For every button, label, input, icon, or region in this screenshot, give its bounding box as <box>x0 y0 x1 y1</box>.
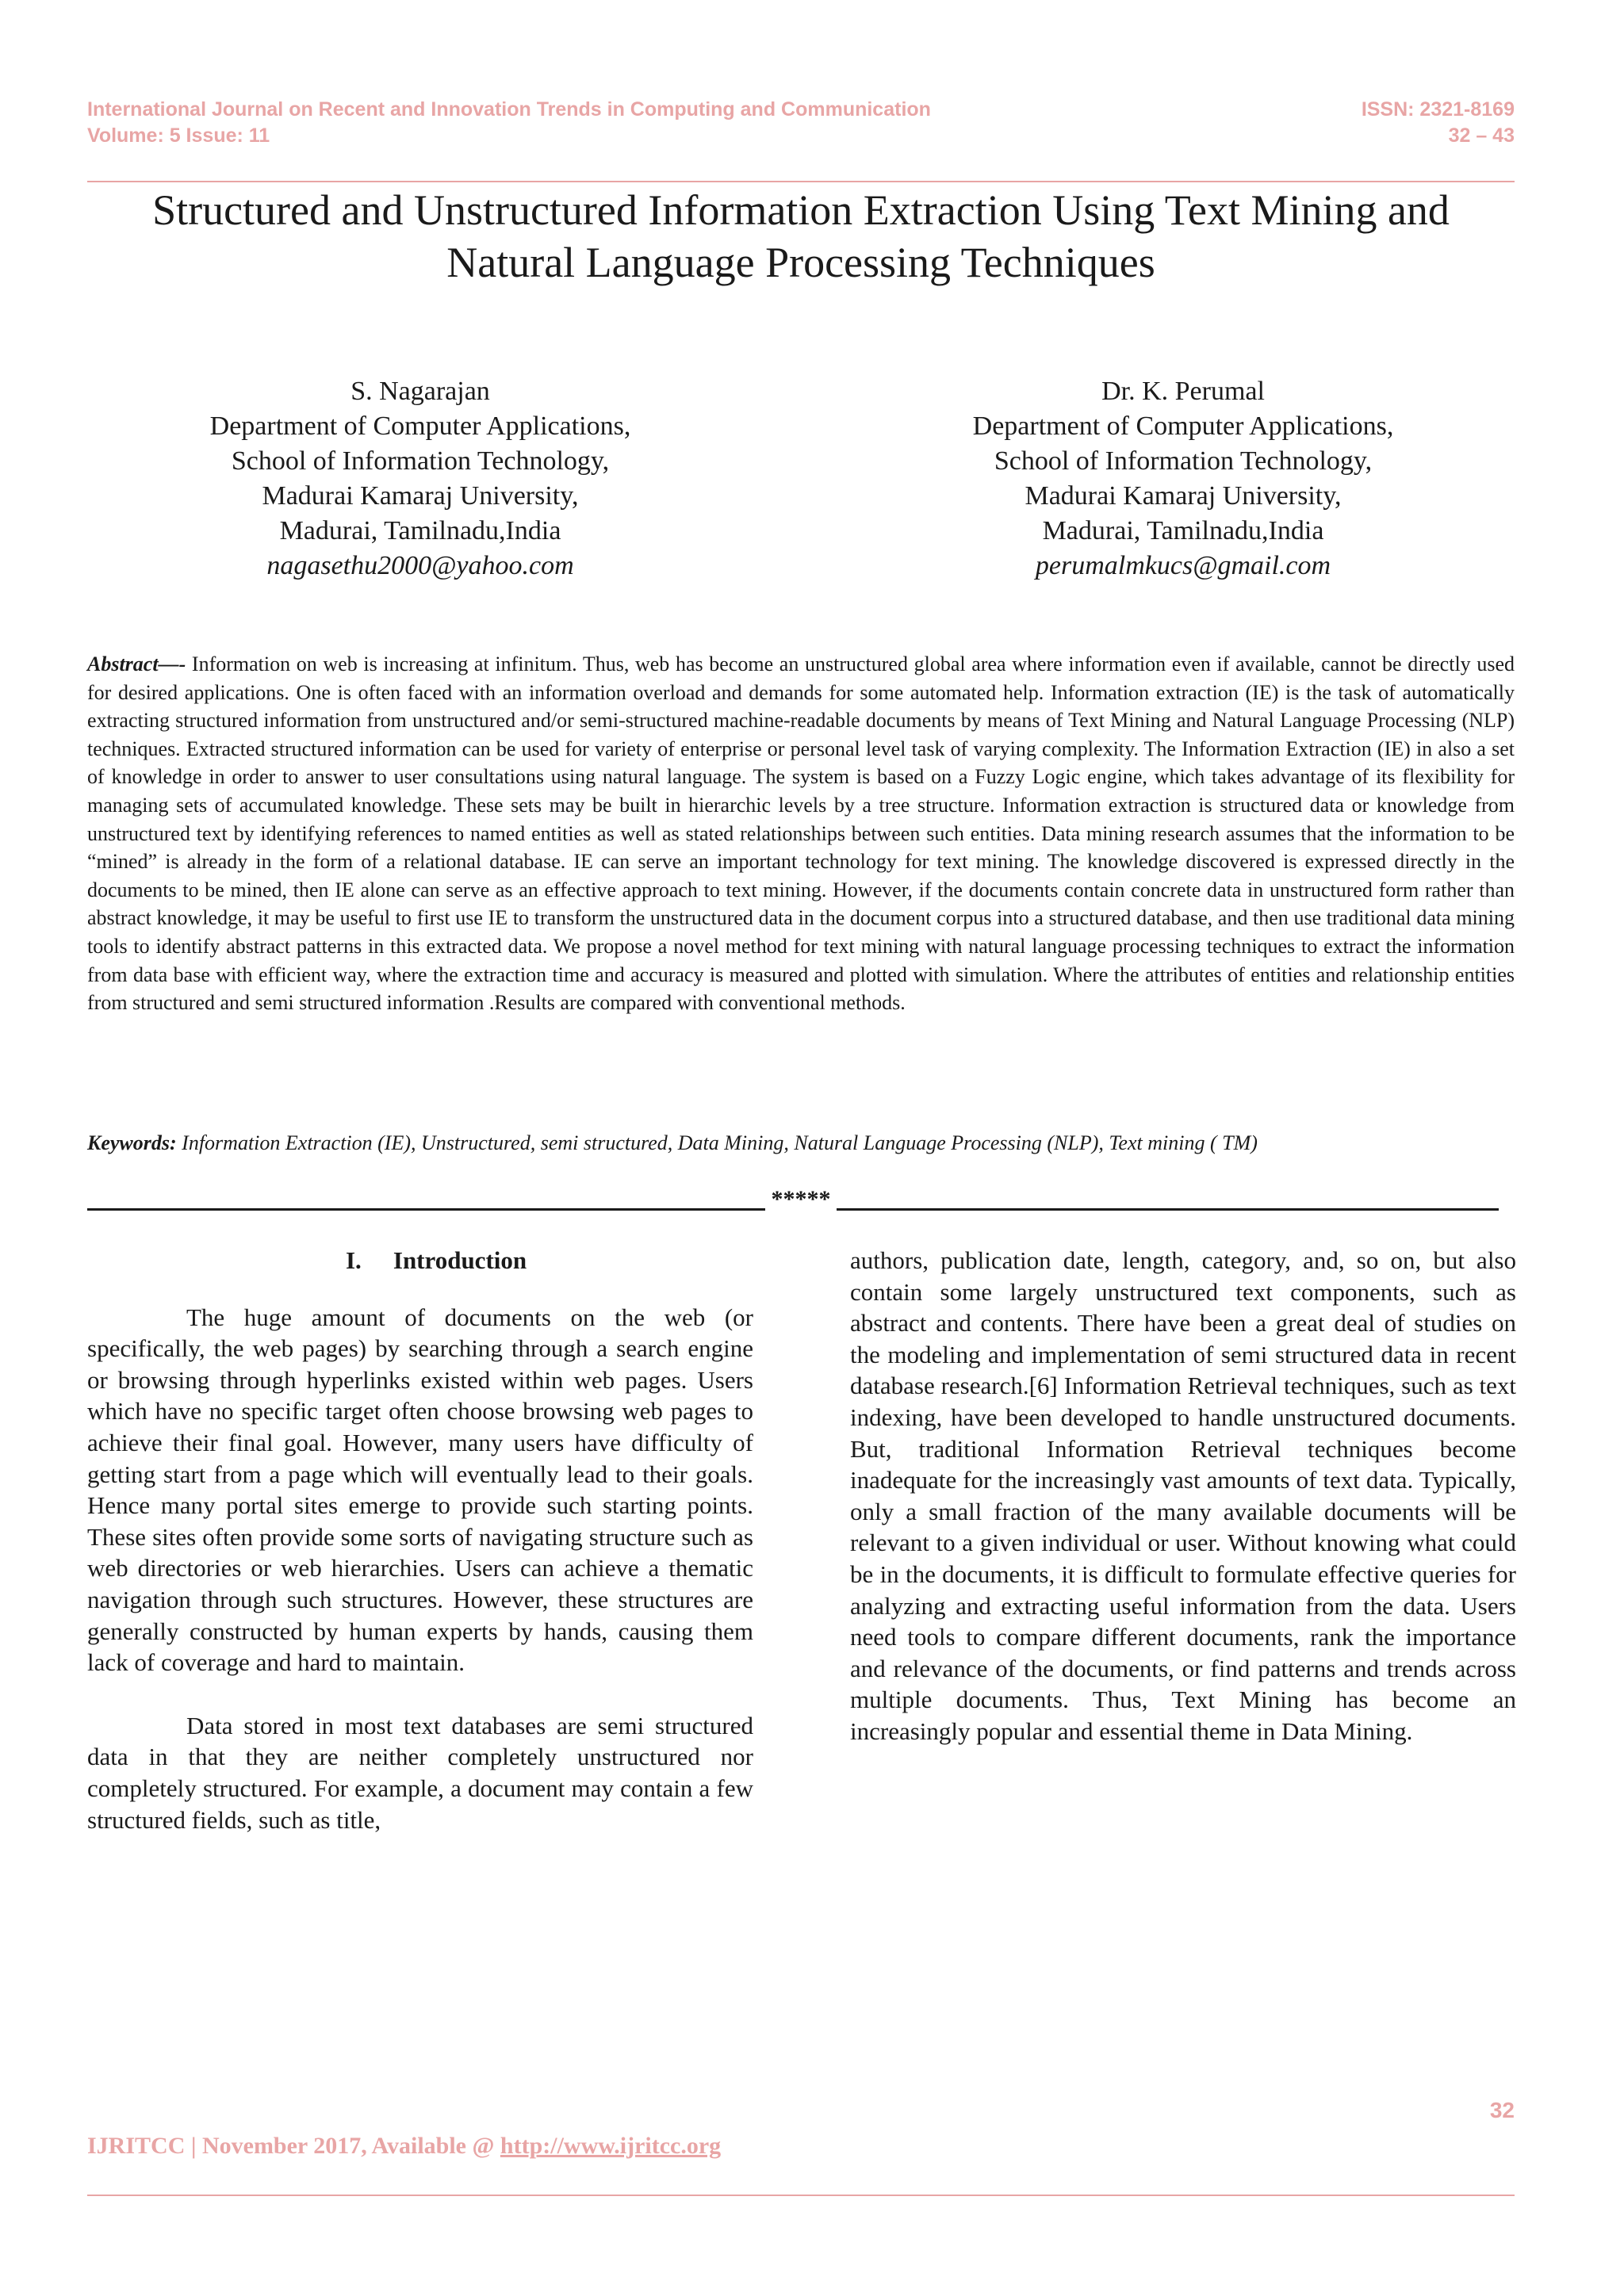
paper-title-line1: Structured and Unstructured Information Extraction Using Text Mining and <box>152 186 1450 234</box>
section-separator <box>87 1186 1499 1218</box>
author-dept: Department of Computer Applications, <box>209 411 631 441</box>
author-name: Dr. K. Perumal <box>1101 377 1265 406</box>
keywords <box>87 1129 1515 1158</box>
journal-pages: 32 – 43 <box>1448 124 1515 147</box>
author-location: Madurai, Tamilnadu,India <box>279 516 561 545</box>
paper-title <box>87 184 1515 289</box>
author-email[interactable]: perumalmkucs@gmail.com <box>1035 551 1331 580</box>
journal-name: International Journal on Recent and Innovation Trends in Computing and Communication <box>87 98 931 121</box>
author-school: School of Information Technology, <box>994 446 1373 476</box>
page-number: 32 <box>1489 2098 1515 2122</box>
journal-meta <box>1362 97 1515 149</box>
journal-volume: Volume: 5 Issue: 11 <box>87 124 270 147</box>
author-university: Madurai Kamaraj University, <box>262 481 579 511</box>
paragraph: Data stored in most text databases are semi structured data in that they are neither completely unstructured nor completely structured. For example, a document may contain a few structured fields, such as title, <box>87 1711 753 1834</box>
author-email[interactable]: nagasethu2000@yahoo.com <box>266 551 574 580</box>
header-divider <box>87 181 1515 182</box>
keywords-text: Information Extraction (IE), Unstructured, semi structured, Data Mining, Natural Language Processing (NLP), Text mining ( TM) <box>182 1131 1258 1154</box>
author-block-2 <box>882 374 1484 584</box>
section-title: Introduction <box>393 1246 527 1274</box>
body-column-right <box>850 1245 1516 1747</box>
body-column-left <box>87 1245 753 1835</box>
separator-line-right <box>837 1208 1499 1211</box>
author-name: S. Nagarajan <box>350 377 490 406</box>
footer-text: IJRITCC | November 2017, Available @ <box>87 2133 500 2159</box>
section-heading <box>87 1245 753 1276</box>
author-location: Madurai, Tamilnadu,India <box>1042 516 1324 545</box>
footer-divider <box>87 2195 1515 2196</box>
author-university: Madurai Kamaraj University, <box>1025 481 1342 511</box>
paragraph: authors, publication date, length, category, and, so on, but also contain some largely unstructured text components, such as abstract and contents. There have been a great deal of studies on the modeling and implementation of semi structured data in recent database research.[6] Information Retrieval techniques, such as text indexing, have been developed to handle unstructured documents. But, traditional Information Retrieval techniques become inadequate for the increasingly vast amounts of text data. Typically, only a small fraction of the many available documents will be relevant to a given individual or user. Without knowing what could be in the documents, it is difficult to formulate effective queries for analyzing and extracting useful information from the data. Users need tools to compare different documents, rank the importance and relevance of the documents, or find patterns and trends across multiple documents. Thus, Text Mining has become an increasingly popular and essential theme in Data Mining. <box>850 1246 1516 1745</box>
author-dept: Department of Computer Applications, <box>972 411 1394 441</box>
abstract-text: Information on web is increasing at infinitum. Thus, web has become an unstructured global area where information even if available, cannot be directly used for desired applications. One is often faced with an information overload and demands for some automated help. Information extraction (IE) is the task of automatically extracting structured information from unstructured and/or semi-structured machine-readable documents by means of Text Mining and Natural Language Processing (NLP) techniques. Extracted structured information can be used for variety of enterprise or personal level task of varying complexity. The Information Extraction (IE) in also a set of knowledge in order to answer to user consultations using natural language. The system is based on a Fuzzy Logic engine, which takes advantage of its flexibility for managing sets of accumulated knowledge. These sets may be built in hierarchic levels by a tree structure. Information extraction is structured data or knowledge from unstructured text by identifying references to named entities as well as stated relationships between such entities. Data mining research assumes that the information to be “mined” is already in the form of a relational database. IE can serve an important technology for text mining. The knowledge discovered is expressed directly in the documents to be mined, then IE alone can serve as an effective approach to text mining. However, if the documents contain concrete data in unstructured form rather than abstract knowledge, it may be useful to first use IE to transform the unstructured data in the document corpus into a structured database, and then use traditional data mining tools to identify abstract patterns in this extracted data. We propose a novel method for text mining with natural language processing techniques to extract the information from data base with efficient way, where the extraction time and accuracy is measured and plotted with simulation. Where the attributes of entities and relationship entities from structured and semi structured information .Results are compared with conventional methods. <box>87 652 1515 1015</box>
separator-stars: ***** <box>771 1186 831 1212</box>
journal-issn: ISSN: 2321-8169 <box>1361 98 1515 121</box>
page-footer <box>87 2133 721 2160</box>
separator-line-left <box>87 1208 765 1211</box>
journal-header <box>87 97 931 149</box>
paragraph: The huge amount of documents on the web (or specifically, the web pages) by searching through a search engine or browsing through hyperlinks existed within web pages. Users which have no specific target often choose browsing web pages to achieve their final goal. However, many users have difficulty of getting start from a page which will eventually lead to their goals. Hence many portal sites emerge to provide such starting points. These sites often provide some sorts of navigating structure such as web directories or web hierarchies. Users can achieve a thematic navigation through such structures. However, these structures are generally constructed by human experts by hands, causing them lack of coverage and hard to maintain. <box>87 1303 753 1677</box>
paper-title-line2: Natural Language Processing Techniques <box>446 239 1155 286</box>
author-block-1 <box>119 374 722 584</box>
keywords-label: Keywords: <box>87 1131 177 1154</box>
footer-link[interactable]: http://www.ijritcc.org <box>500 2133 722 2159</box>
author-school: School of Information Technology, <box>231 446 610 476</box>
abstract <box>87 650 1515 1017</box>
section-number: I. <box>345 1246 362 1274</box>
abstract-label: Abstract—- <box>87 652 186 675</box>
